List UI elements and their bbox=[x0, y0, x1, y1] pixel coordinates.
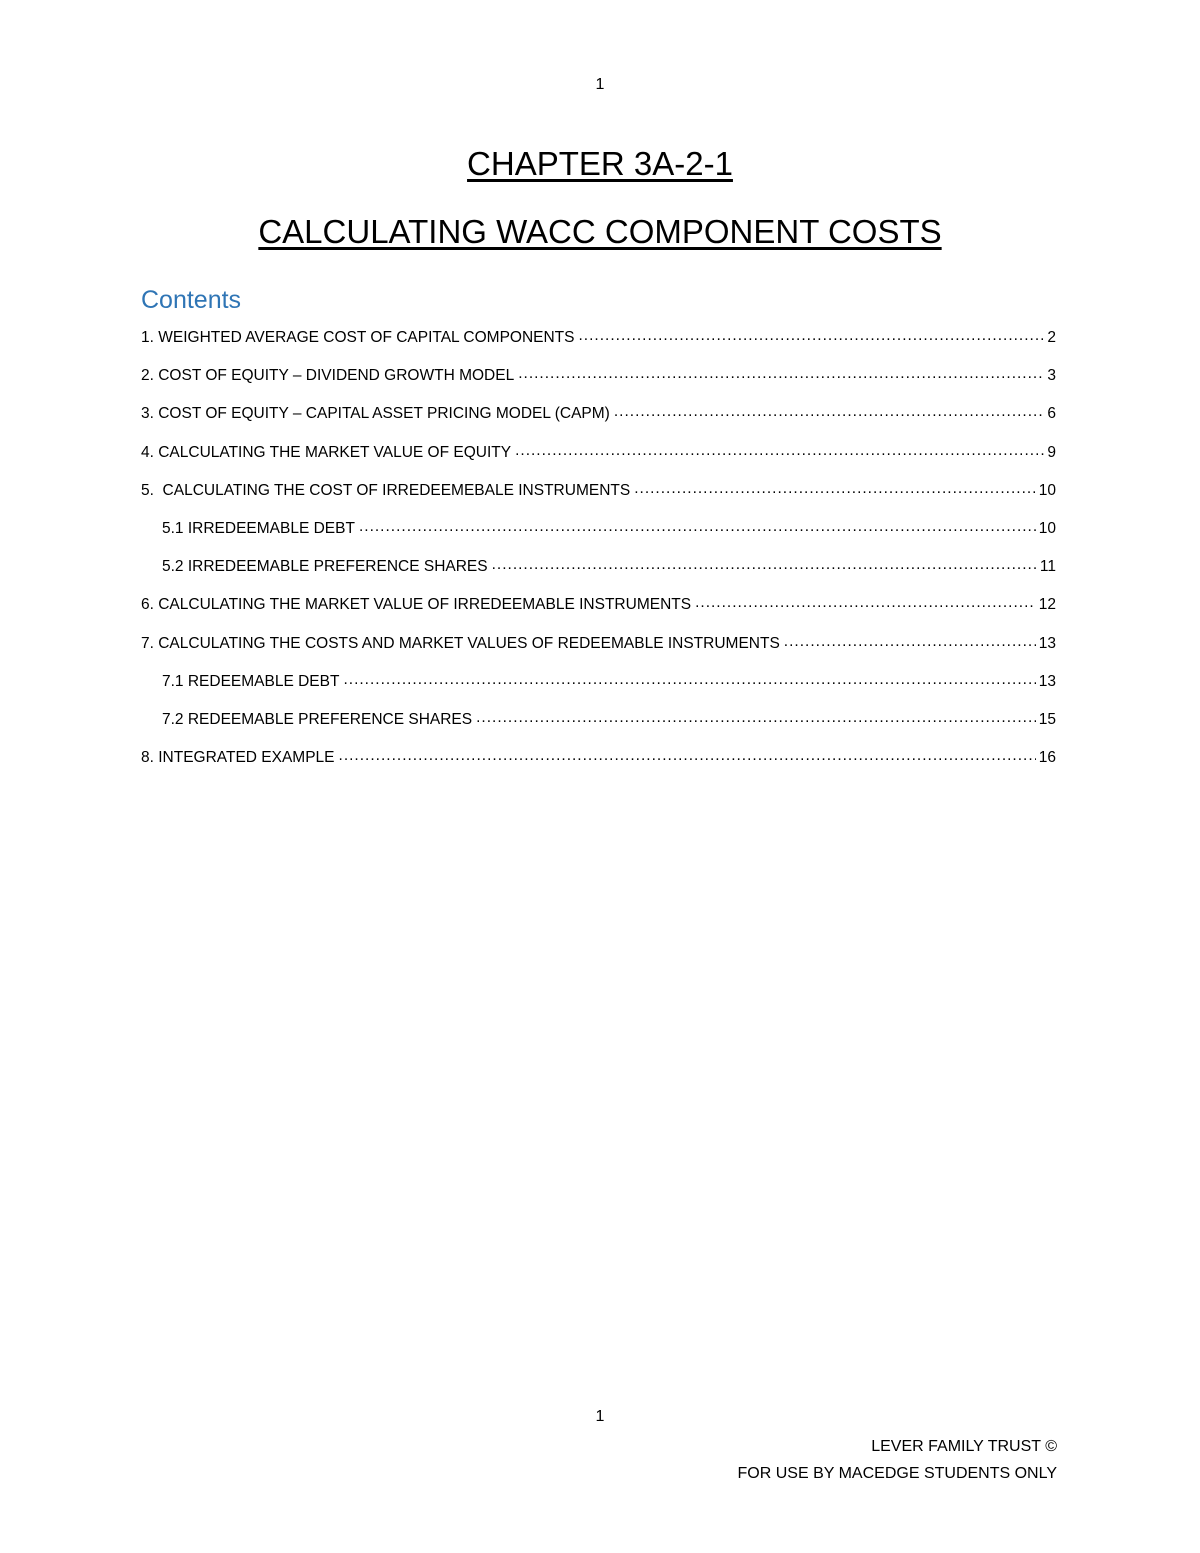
toc-entry[interactable] bbox=[141, 482, 1056, 520]
toc-dot-leader bbox=[784, 633, 1036, 651]
table-of-contents bbox=[141, 329, 1056, 787]
footer-page-number: 1 bbox=[595, 1408, 605, 1425]
toc-subentry[interactable] bbox=[141, 711, 1056, 749]
toc-subentry[interactable] bbox=[141, 558, 1056, 596]
toc-entry-page: 6 bbox=[1047, 405, 1056, 423]
header-page-number: 1 bbox=[595, 76, 605, 93]
toc-dot-leader bbox=[343, 671, 1035, 689]
toc-entry[interactable] bbox=[141, 596, 1056, 634]
chapter-title: CHAPTER 3A-2-1 bbox=[467, 145, 733, 182]
toc-subentry[interactable] bbox=[141, 520, 1056, 558]
toc-entry-page: 10 bbox=[1038, 481, 1056, 499]
toc-dot-leader bbox=[492, 556, 1037, 574]
toc-entry-label: 5.2 IRREDEEMABLE PREFERENCE SHARES bbox=[162, 558, 488, 576]
toc-entry-page: 10 bbox=[1038, 519, 1056, 537]
toc-dot-leader bbox=[579, 327, 1045, 345]
toc-entry-label: 2. COST OF EQUITY – DIVIDEND GROWTH MODEL bbox=[141, 367, 515, 385]
toc-entry-label: 5. CALCULATING THE COST OF IRREDEEMEBALE INSTRUMENTS bbox=[141, 481, 631, 499]
toc-entry[interactable] bbox=[141, 329, 1056, 367]
toc-entry-label: 8. INTEGRATED EXAMPLE bbox=[141, 749, 335, 767]
toc-entry[interactable] bbox=[141, 444, 1056, 482]
toc-entry-page: 13 bbox=[1038, 634, 1056, 652]
footer bbox=[738, 1433, 1057, 1487]
toc-subentry[interactable] bbox=[141, 673, 1056, 711]
toc-entry-label: 7. CALCULATING THE COSTS AND MARKET VALUES OF REDEEMABLE INSTRUMENTS bbox=[141, 634, 780, 652]
toc-entry[interactable] bbox=[141, 405, 1056, 443]
toc-dot-leader bbox=[359, 518, 1036, 536]
toc-entry-page: 15 bbox=[1038, 710, 1056, 728]
toc-entry-label: 7.2 REDEEMABLE PREFERENCE SHARES bbox=[162, 710, 473, 728]
toc-entry-label: 1. WEIGHTED AVERAGE COST OF CAPITAL COMPONENTS bbox=[141, 329, 575, 346]
toc-entry-page: 3 bbox=[1047, 367, 1056, 385]
toc-entry-label: 3. COST OF EQUITY – CAPITAL ASSET PRICING MODEL (CAPM) bbox=[141, 405, 610, 423]
usage-notice: FOR USE BY MACEDGE STUDENTS ONLY bbox=[737, 1465, 1057, 1482]
toc-entry-label: 5.1 IRREDEEMABLE DEBT bbox=[162, 519, 355, 537]
toc-entry-label: 4. CALCULATING THE MARKET VALUE OF EQUITY bbox=[141, 443, 512, 461]
toc-entry-page: 13 bbox=[1038, 672, 1056, 690]
contents-heading: Contents bbox=[141, 286, 242, 314]
toc-entry[interactable] bbox=[141, 367, 1056, 405]
toc-entry-label: 6. CALCULATING THE MARKET VALUE OF IRREDEEMABLE INSTRUMENTS bbox=[141, 596, 692, 614]
toc-entry[interactable] bbox=[141, 749, 1056, 787]
toc-dot-leader bbox=[518, 365, 1044, 383]
toc-dot-leader bbox=[695, 594, 1036, 612]
toc-entry[interactable] bbox=[141, 635, 1056, 673]
toc-dot-leader bbox=[614, 403, 1045, 421]
toc-dot-leader bbox=[634, 480, 1036, 498]
toc-dot-leader bbox=[339, 747, 1036, 765]
toc-entry-page: 16 bbox=[1038, 749, 1056, 767]
toc-entry-page: 11 bbox=[1039, 558, 1056, 576]
toc-dot-leader bbox=[515, 442, 1044, 460]
toc-entry-page: 12 bbox=[1038, 596, 1056, 614]
toc-entry-label: 7.1 REDEEMABLE DEBT bbox=[162, 672, 340, 690]
copyright-notice: LEVER FAMILY TRUST © bbox=[871, 1438, 1057, 1455]
toc-dot-leader bbox=[476, 709, 1036, 727]
document-title: CALCULATING WACC COMPONENT COSTS bbox=[258, 213, 942, 250]
toc-entry-page: 9 bbox=[1047, 443, 1056, 461]
toc-entry-page: 2 bbox=[1047, 329, 1056, 346]
